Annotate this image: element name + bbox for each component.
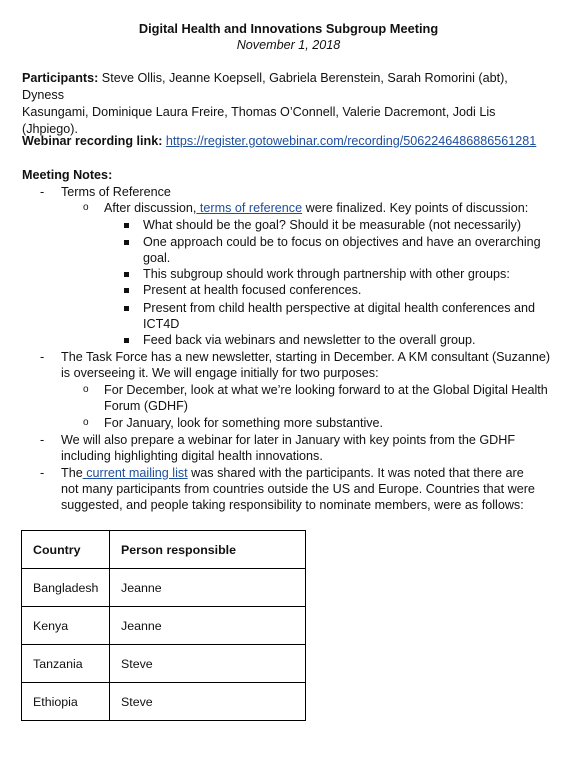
person-cell: Jeanne (110, 569, 306, 607)
newsletter-december-line2: Forum (GDHF) (104, 399, 188, 413)
tor-point: One approach could be to focus on objectives and have an overarching (143, 235, 541, 249)
mailing-line2: not many participants from countries outside the US and Europe. Countries that were (61, 482, 535, 496)
mailing-line3: suggested, and people taking responsibility to nominate members, were as follows: (61, 498, 524, 512)
terms-of-reference-link[interactable]: terms of reference (196, 201, 303, 215)
table-row (22, 645, 306, 683)
tor-point: This subgroup should work through partnership with other groups: (143, 267, 510, 281)
square-bullet (124, 223, 129, 228)
tor-point: Present at health focused conferences. (143, 283, 362, 297)
person-cell: Jeanne (110, 607, 306, 645)
tor-title: Terms of Reference (61, 185, 171, 199)
newsletter-december-line1: For December, look at what we’re looking forward to at the Global Digital Health (104, 383, 548, 397)
participants-label: Participants: (22, 71, 99, 85)
tor-point: What should be the goal? Should it be measurable (not necessarily) (143, 218, 522, 232)
tor-summary (104, 200, 528, 216)
table-header-row (22, 531, 306, 569)
person-cell: Steve (110, 683, 306, 721)
webinar-plan-line1: We will also prepare a webinar for later in January with key points from the GDHF (61, 433, 516, 447)
participants-list-line1: Steve Ollis, Jeanne Koepsell, Gabriela Berenstein, Sarah Romorini (abt), Dyness (22, 71, 508, 102)
square-bullet (124, 240, 129, 245)
webinar-plan-line2: including highlighting digital health innovations. (61, 449, 323, 463)
webinar-label: Webinar recording link: (22, 134, 163, 148)
newsletter-line2: is overseeing it. We will engage initially for two purposes: (61, 366, 379, 380)
country-cell: Tanzania (22, 645, 110, 683)
square-bullet (124, 338, 129, 343)
webinar-section (22, 133, 562, 149)
square-bullet (124, 272, 129, 277)
meeting-date: November 1, 2018 (236, 38, 341, 52)
column-header-person: Person responsible (110, 531, 306, 569)
country-cell: Ethiopia (22, 683, 110, 721)
webinar-recording-link[interactable]: https://register.gotowebinar.com/recording/5062246486886561281 (165, 134, 537, 148)
tor-point: Feed back via webinars and newsletter to the overall group. (143, 333, 476, 347)
dash-bullet: - (40, 433, 45, 447)
participants-list-line2: Kasungami, Dominique Laura Freire, Thomas O’Connell, Valerie Dacremont, Jodi Lis (Jhpiego). (22, 105, 496, 136)
column-header-country: Country (22, 531, 110, 569)
meeting-notes-heading: Meeting Notes: (22, 168, 113, 182)
tor-point-cont: ICT4D (143, 317, 180, 331)
tor-summary-suffix: were finalized. Key points of discussion: (302, 201, 529, 215)
square-bullet (124, 288, 129, 293)
table-row (22, 683, 306, 721)
document-title: Digital Health and Innovations Subgroup Meeting (138, 21, 439, 36)
current-mailing-list-link[interactable]: current mailing list (82, 466, 188, 480)
table-row (22, 607, 306, 645)
mailing-suffix: was shared with the participants. It was noted that there are (187, 466, 524, 480)
country-cell: Kenya (22, 607, 110, 645)
dash-bullet: - (40, 185, 45, 199)
circle-bullet: o (83, 384, 89, 395)
country-responsibility-table (21, 530, 306, 721)
dash-bullet: - (40, 350, 45, 364)
square-bullet (124, 306, 129, 311)
dash-bullet: - (40, 466, 45, 480)
tor-summary-prefix: After discussion, (104, 201, 197, 215)
newsletter-line1: The Task Force has a new newsletter, starting in December. A KM consultant (Suzanne) (61, 350, 551, 364)
country-cell: Bangladesh (22, 569, 110, 607)
circle-bullet: o (83, 417, 89, 428)
tor-point: Present from child health perspective at digital health conferences and (143, 301, 536, 315)
table-row (22, 569, 306, 607)
participants-section (22, 70, 542, 138)
person-cell: Steve (110, 645, 306, 683)
mailing-line1 (61, 465, 524, 481)
tor-point-cont: goal. (143, 251, 171, 265)
newsletter-january: For January, look for something more substantive. (104, 416, 384, 430)
circle-bullet: o (83, 202, 89, 213)
mailing-prefix: The (61, 466, 83, 480)
